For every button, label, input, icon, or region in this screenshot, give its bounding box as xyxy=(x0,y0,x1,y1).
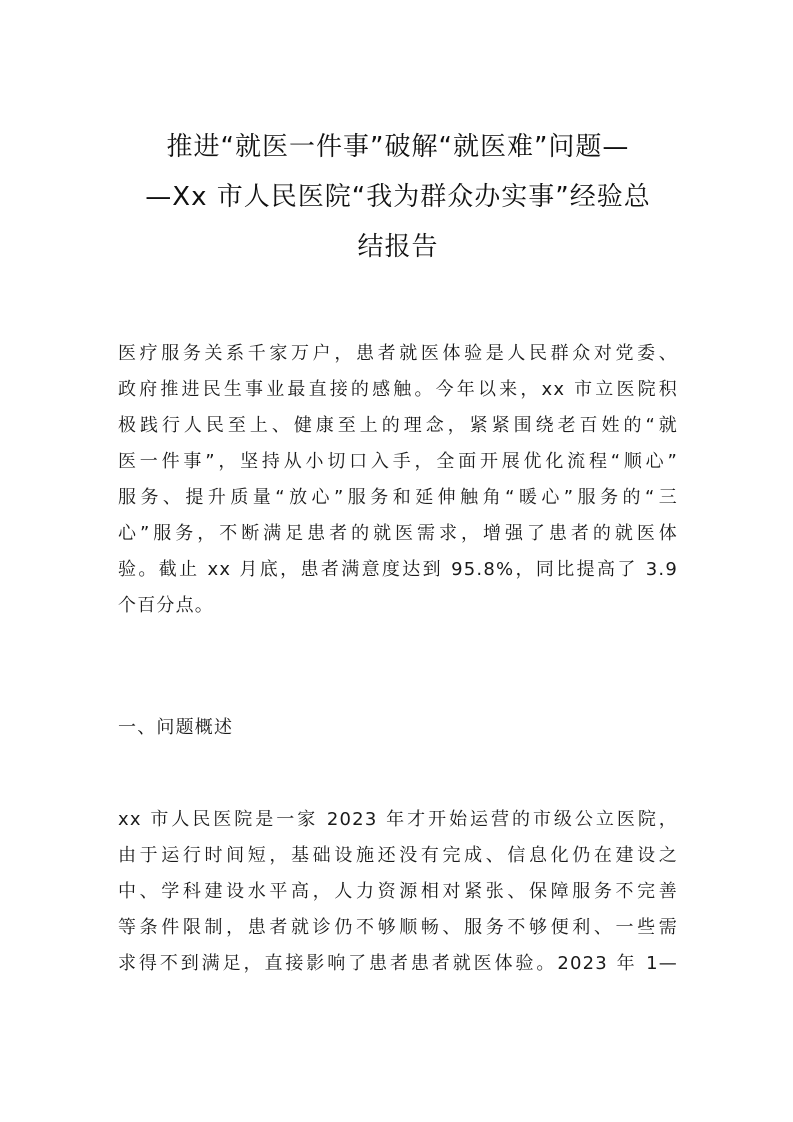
paragraph-line: 等条件限制，患者就诊仍不够顺畅、服务不够便利、一些需 xyxy=(118,917,678,938)
paragraph-line: 服务、提升质量“放心”服务和延伸触角“暖心”服务的“三 xyxy=(118,487,678,508)
paragraph-line: 验。截止 xx 月底，患者满意度达到 95.8%，同比提高了 3.9 xyxy=(118,559,678,580)
paragraph-line: 中、学科建设水平高，人力资源相对紧张、保障服务不完善 xyxy=(118,881,678,902)
paragraph-line: 政府推进民生事业最直接的感触。今年以来，xx 市立医院积 xyxy=(118,379,678,400)
title-line: —Xx 市人民医院“我为群众办实事”经验总 xyxy=(145,182,651,212)
paragraph-line: 极践行人民至上、健康至上的理念，紧紧围绕老百姓的“就 xyxy=(118,415,678,436)
title-line: 结报告 xyxy=(357,232,439,262)
document-title xyxy=(118,122,678,272)
title-line: 推进“就医一件事”破解“就医难”问题— xyxy=(166,132,630,162)
section-paragraph xyxy=(118,802,678,982)
paragraph-line: 医疗服务关系千家万户，患者就医体验是人民群众对党委、 xyxy=(118,343,678,364)
paragraph-line: 医一件事”，坚持从小切口入手，全面开展优化流程“顺心” xyxy=(118,451,678,472)
section-heading: 一、问题概述 xyxy=(118,717,234,738)
intro-paragraph xyxy=(118,336,678,624)
paragraph-line: 求得不到满足，直接影响了患者患者就医体验。2023 年 1— xyxy=(118,953,678,974)
paragraph-line: 心”服务，不断满足患者的就医需求，增强了患者的就医体 xyxy=(118,523,678,544)
paragraph-line: xx 市人民医院是一家 2023 年才开始运营的市级公立医院， xyxy=(118,809,678,830)
paragraph-line: 个百分点。 xyxy=(118,595,214,616)
paragraph-line: 由于运行时间短，基础设施还没有完成、信息化仍在建设之 xyxy=(118,845,678,866)
